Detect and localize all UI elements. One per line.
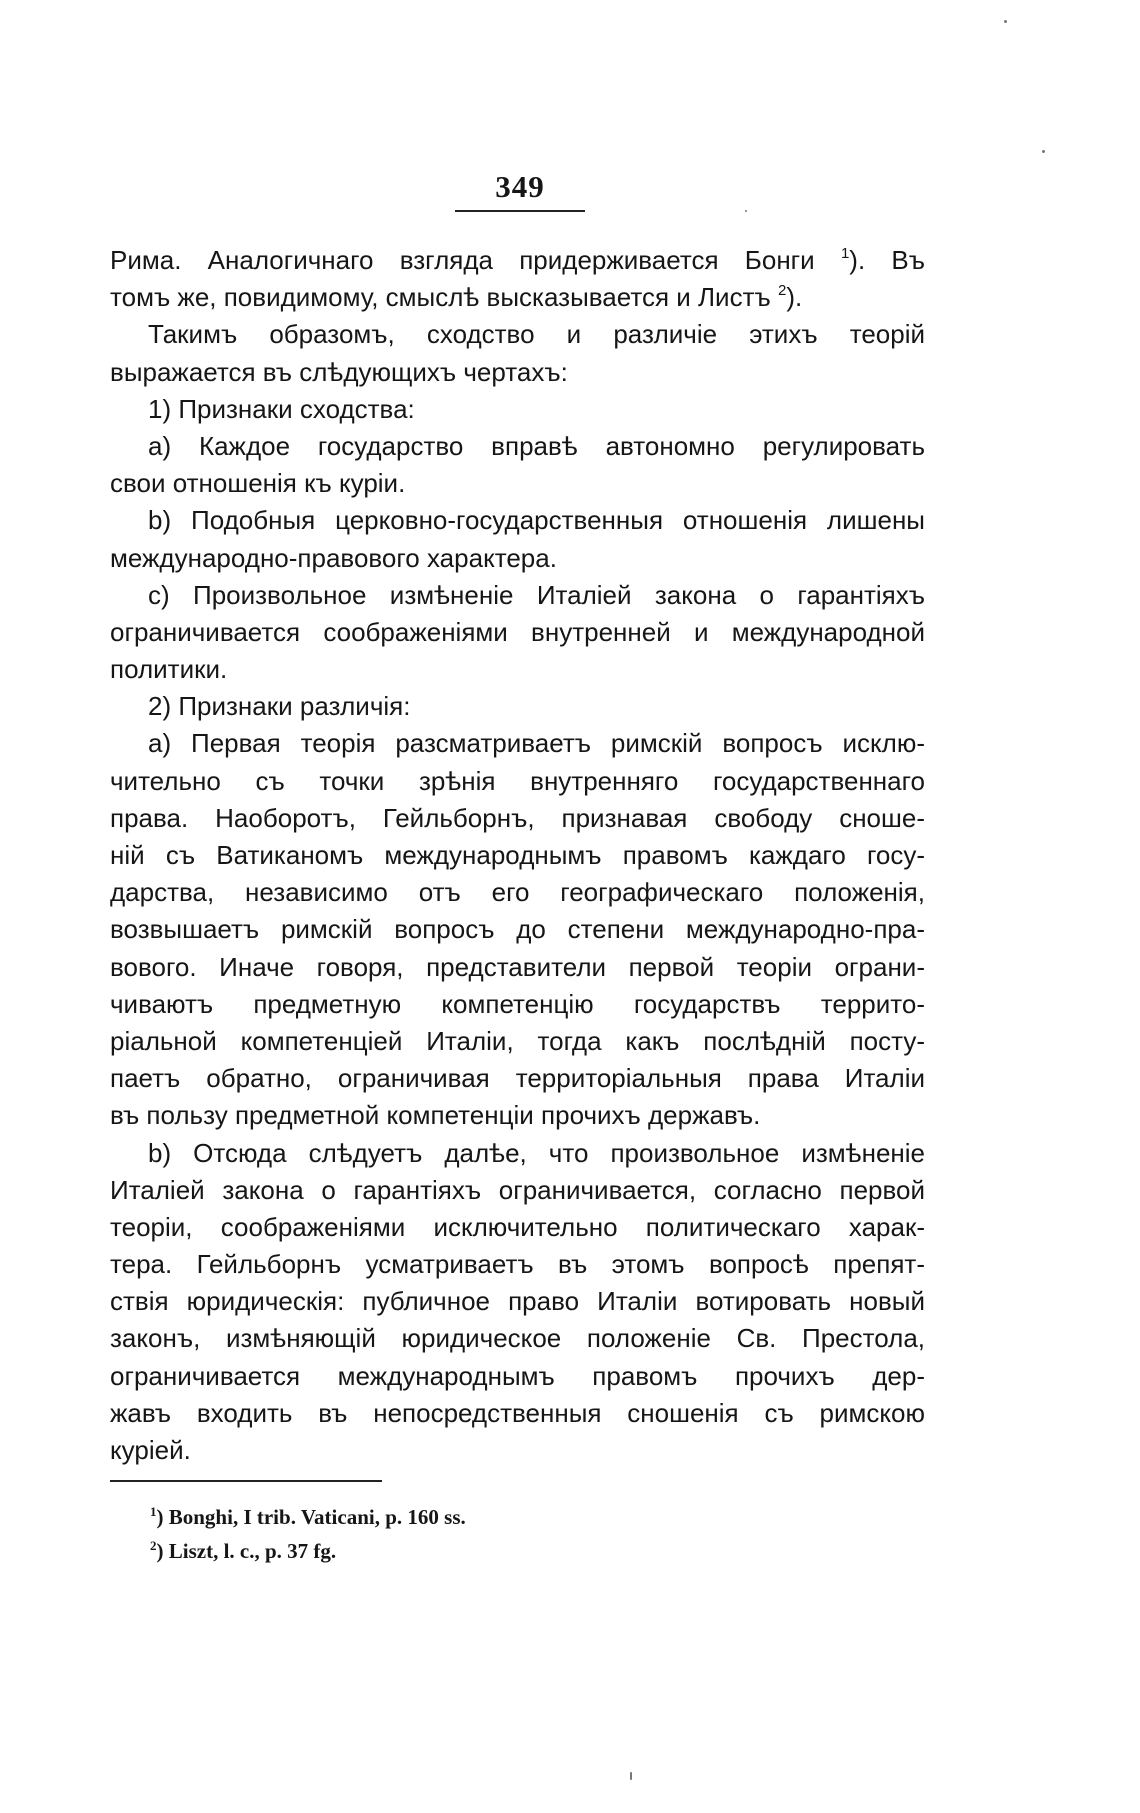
text-line [110,1060,925,1097]
text-line-content: чительно съ точки зрѣнія внутренняго государственнаго [110,765,925,796]
text-line-content: ріальной компетенціей Италіи, тогда какъ послѣдній посту- [110,1025,925,1056]
text-line [110,465,925,502]
footnote-reference: 2 [777,282,787,300]
text-line [110,614,925,651]
text-line [110,279,925,316]
footnote-reference: 1 [840,245,850,262]
text-line-content: томъ же, повидимому, смыслѣ высказывается и Листъ [110,282,771,313]
text-line [110,1246,925,1283]
text-line-content: выражается въ слѣдующихъ чертахъ: [110,356,568,387]
text-line [110,800,925,837]
text-line [110,391,925,428]
footnote-text: ) Bonghi, I trib. Vaticani, p. 160 ss. [156,1505,466,1529]
text-line [110,1172,925,1209]
page-number: 349 [495,169,545,204]
text-line-content: Рима. Аналогичнаго взгляда придерживается Бонги [110,245,815,275]
text-line [110,1135,925,1172]
text-line [110,1395,925,1432]
text-line [110,1283,925,1320]
text-line [110,354,925,391]
text-line-content: права. Наоборотъ, Гейльборнъ, признавая свободу сноше- [110,802,925,833]
text-line [110,1320,925,1357]
text-line-content: 2) Признаки различія: [148,691,411,722]
text-line [110,949,925,986]
text-line [110,502,925,539]
scan-speck [630,1772,632,1780]
text-line [110,874,925,911]
text-line-content: тера. Гейльборнъ усматриваетъ въ этомъ вопросѣ препят- [110,1249,925,1280]
text-line [110,651,925,688]
text-line [110,242,925,279]
text-line-content: a) Каждое государство вправѣ автономно регулировать [148,430,925,461]
footnote [150,1534,850,1568]
text-line-content: a) Первая теорія разсматриваетъ римскій вопросъ исклю- [148,728,925,759]
text-line-content: Такимъ образомъ, сходство и различіе этихъ теорій [148,319,925,350]
scan-speck [1004,20,1007,23]
text-line-content: c) Произвольное измѣненіе Италіей закона о гарантіяхъ [148,579,925,610]
text-line-content: ограничивается соображеніями внутренней и международной [110,616,925,647]
text-line-content: Италіей закона о гарантіяхъ ограничивается, согласно первой [110,1174,925,1205]
text-line [110,1209,925,1246]
text-line-content: b) Подобныя церковно-государственныя отношенія лишены [148,505,925,536]
text-line-content: куріей. [110,1435,191,1465]
text-line [110,428,925,465]
text-line [110,911,925,948]
text-line [110,577,925,614]
text-line-content: ній съ Ватиканомъ международнымъ правомъ каждаго госу- [110,840,925,870]
text-line-content: свои отношенія къ куріи. [110,468,406,499]
text-line-content: ствія юридическія: публичное право Италіи вотировать новый [110,1286,925,1317]
footnotes [150,1500,850,1568]
text-line-content: чиваютъ предметную компетенцію государствъ террито- [110,988,925,1019]
text-line-content: политики. [110,654,228,685]
text-line-content: законъ, измѣняющій юридическое положеніе Св. Престола, [110,1323,925,1354]
footnote-mark: 2 [150,1538,157,1553]
text-line-tail: ). [786,282,803,313]
text-line [110,316,925,353]
text-line [110,725,925,762]
text-line-content: въ пользу предметной компетенціи прочихъ державъ. [110,1100,761,1131]
text-line-content: вового. Иначе говоря, представители первой теоріи ограни- [110,951,925,982]
footnote-separator [110,1480,382,1482]
scan-speck [1042,150,1045,153]
text-line-content: b) Отсюда слѣдуетъ далѣе, что произвольное измѣненіе [148,1137,925,1168]
footnote [150,1500,850,1534]
text-line-content: ограничивается международнымъ правомъ прочихъ дер- [110,1360,925,1391]
page-number-rule [455,210,585,212]
text-line [110,986,925,1023]
text-line-content: международно-правового характера. [110,542,557,573]
scan-speck [745,210,747,212]
text-line-content: паетъ обратно, ограничивая территоріальныя права Италіи [110,1063,925,1094]
text-line-content: дарства, независимо отъ его географическаго положенія, [110,877,925,908]
text-line-content: жавъ входить въ непосредственныя сношенія съ римскою [110,1397,925,1428]
text-line [110,1023,925,1060]
text-line-content: теоріи, соображеніями исключительно политическаго харак- [110,1211,925,1242]
text-line [110,1358,925,1395]
text-line-content: возвышаетъ римскій вопросъ до степени международно-пра- [110,914,925,945]
text-line [110,763,925,800]
text-line [110,688,925,725]
footnote-text: ) Liszt, l. c., p. 37 fg. [156,1539,337,1563]
text-line-content: 1) Признаки сходства: [148,393,415,424]
text-line-tail: ). Въ [849,245,925,275]
footnote-mark: 1 [150,1504,157,1519]
text-line [110,540,925,577]
text-line [110,837,925,874]
text-line [110,1432,925,1469]
text-line [110,1097,925,1134]
body-text [110,242,925,1469]
